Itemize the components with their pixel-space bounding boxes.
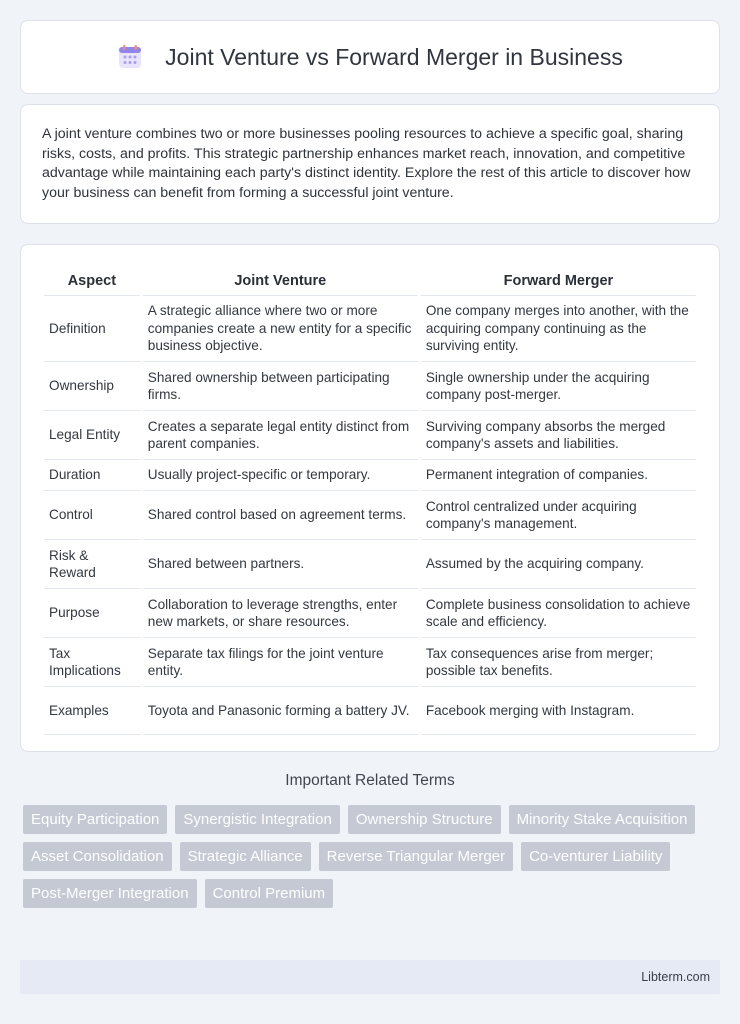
header-card [20, 20, 720, 94]
header-joint-venture: Joint Venture [234, 273, 327, 289]
row-joint-venture: Shared ownership between participating firms. [143, 361, 418, 410]
intro-paragraph: A joint venture combines two or more businesses pooling resources to achieve a specific goal, sharing risks, costs, and profits. This strategic partnership enhances market reach, innovation, and competitive advantage while maintaining each party's distinct identity. Explore the rest of this article to discover how your business can benefit from forming a successful joint venture. [42, 126, 691, 201]
related-term-tag[interactable]: Co-venturer Liability [521, 842, 670, 871]
header-forward-merger: Forward Merger [503, 273, 614, 289]
table-row [44, 539, 696, 588]
row-forward-merger: Permanent integration of companies. [421, 459, 696, 490]
table-row [44, 295, 696, 361]
row-aspect: Definition [44, 295, 140, 361]
related-term-tag[interactable]: Strategic Alliance [180, 842, 311, 871]
table-row [44, 686, 696, 735]
related-term-tag[interactable]: Post-Merger Integration [23, 879, 197, 908]
related-term-tag[interactable]: Minority Stake Acquisition [509, 805, 696, 834]
table-row [44, 459, 696, 490]
row-joint-venture: Usually project-specific or temporary. [143, 459, 418, 490]
row-forward-merger: Facebook merging with Instagram. [421, 686, 696, 735]
page-title: Joint Venture vs Forward Merger in Business [165, 43, 623, 70]
row-aspect: Risk & Reward [44, 539, 140, 588]
table-row [44, 490, 696, 539]
related-term-tag[interactable]: Reverse Triangular Merger [319, 842, 513, 871]
row-joint-venture: A strategic alliance where two or more companies create a new entity for a specific business objective. [143, 295, 418, 361]
row-aspect: Purpose [44, 588, 140, 637]
table-row [44, 410, 696, 459]
related-term-tag[interactable]: Control Premium [205, 879, 334, 908]
row-aspect: Tax Implications [44, 637, 140, 686]
row-aspect: Legal Entity [44, 410, 140, 459]
row-forward-merger: Assumed by the acquiring company. [421, 539, 696, 588]
row-joint-venture: Shared control based on agreement terms. [143, 490, 418, 539]
related-terms-list [23, 805, 723, 916]
row-joint-venture: Separate tax filings for the joint venture entity. [143, 637, 418, 686]
table-row [44, 637, 696, 686]
comparison-table [41, 267, 699, 735]
row-joint-venture: Toyota and Panasonic forming a battery JV. [143, 686, 418, 735]
related-term-tag[interactable]: Ownership Structure [348, 805, 501, 834]
related-terms-title: Important Related Terms [285, 772, 455, 789]
row-forward-merger: Complete business consolidation to achieve scale and efficiency. [421, 588, 696, 637]
related-term-tag[interactable]: Synergistic Integration [175, 805, 339, 834]
comparison-card [20, 244, 720, 752]
row-forward-merger: One company merges into another, with the acquiring company continuing as the surviving entity. [421, 295, 696, 361]
row-forward-merger: Tax consequences arise from merger; possible tax benefits. [421, 637, 696, 686]
row-aspect: Ownership [44, 361, 140, 410]
calendar-icon [117, 44, 143, 70]
row-joint-venture: Creates a separate legal entity distinct from parent companies. [143, 410, 418, 459]
footer [20, 960, 720, 994]
table-header-row [44, 267, 696, 295]
row-joint-venture: Shared between partners. [143, 539, 418, 588]
table-row [44, 588, 696, 637]
row-forward-merger: Control centralized under acquiring company's management. [421, 490, 696, 539]
row-joint-venture: Collaboration to leverage strengths, enter new markets, or share resources. [143, 588, 418, 637]
related-term-tag[interactable]: Asset Consolidation [23, 842, 172, 871]
header-aspect: Aspect [67, 273, 117, 289]
related-term-tag[interactable]: Equity Participation [23, 805, 167, 834]
intro-card [20, 104, 720, 224]
row-forward-merger: Surviving company absorbs the merged company's assets and liabilities. [421, 410, 696, 459]
row-forward-merger: Single ownership under the acquiring company post-merger. [421, 361, 696, 410]
row-aspect: Examples [44, 686, 140, 735]
footer-site-link[interactable]: Libterm.com [641, 970, 710, 984]
row-aspect: Control [44, 490, 140, 539]
row-aspect: Duration [44, 459, 140, 490]
table-row [44, 361, 696, 410]
